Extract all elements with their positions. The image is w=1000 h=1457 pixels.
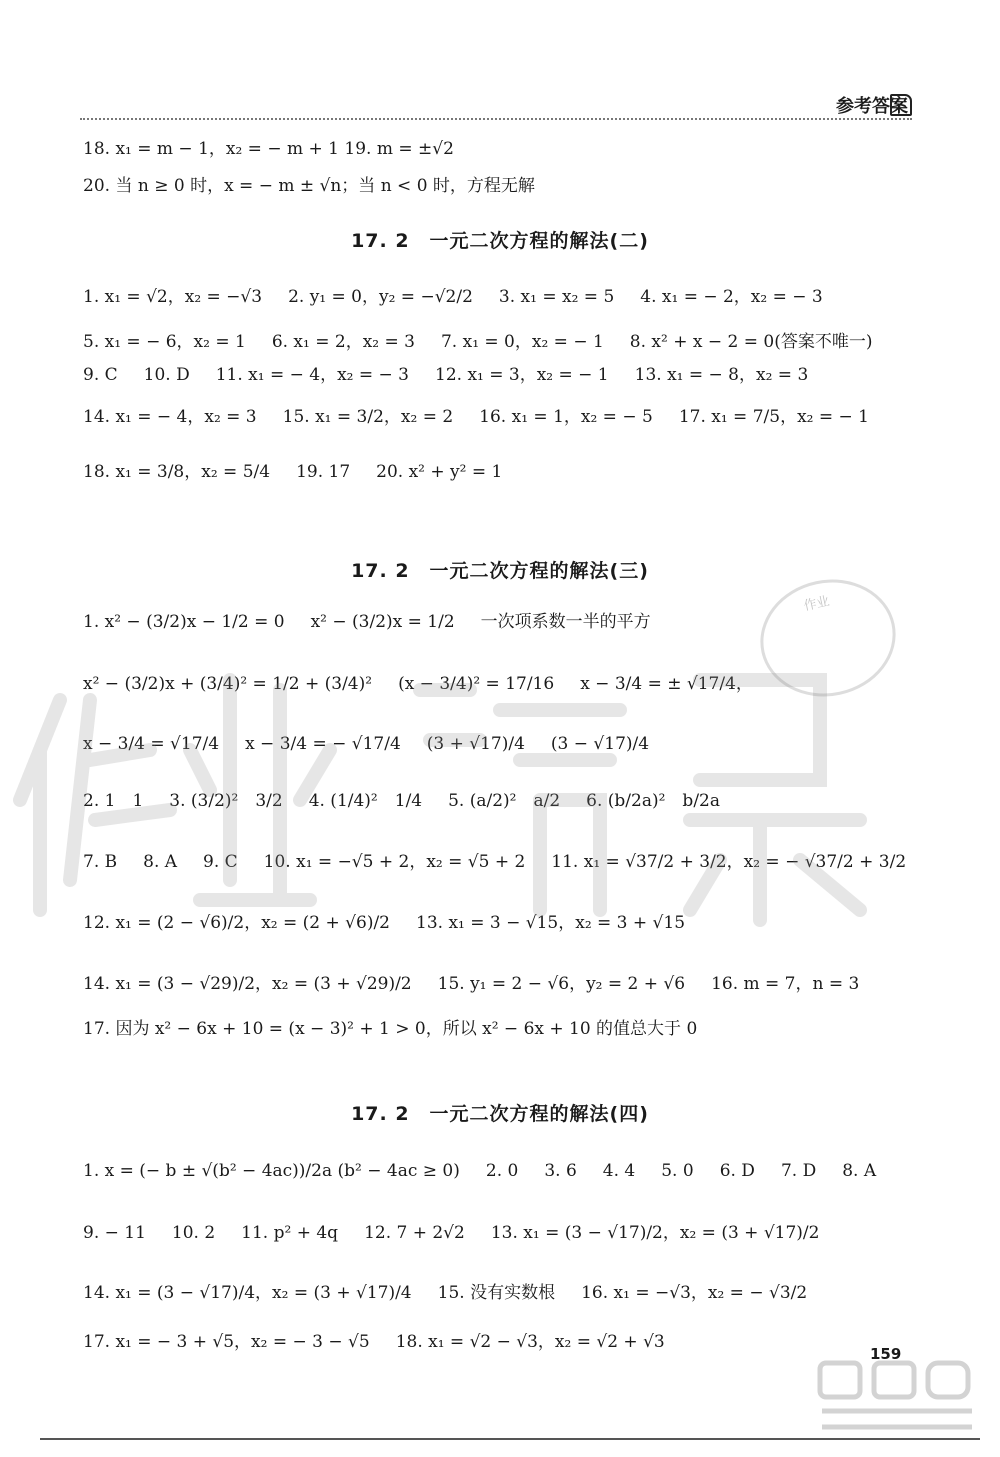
answer-line: [83, 288, 930, 307]
answer-item: 8. x² + x − 2 = 0(答案不唯一): [629, 332, 873, 352]
top-line: [83, 140, 930, 159]
answer-item: 9. C: [203, 852, 238, 872]
section-title: 17. 2 一元二次方程的解法(三): [351, 560, 649, 582]
answer-item: x − 3/4 = √17/4: [83, 734, 220, 754]
answer-line: [83, 1162, 930, 1181]
answer-item: 18. x₁ = m − 1，x₂ = − m + 1 19. m = ±√2: [83, 139, 454, 159]
page-number: 159: [870, 1345, 902, 1363]
answer-item: 17. 因为 x² − 6x + 10 = (x − 3)² + 1 > 0，所以 x² − 6x + 10 的值总大于 0: [83, 1019, 698, 1039]
answer-item: 8. A: [842, 1161, 877, 1181]
answer-item: 15. 没有实数根: [437, 1283, 556, 1303]
answer-item: 16. m = 7，n = 3: [711, 974, 860, 994]
answer-item: 1. x² − (3/2)x − 1/2 = 0: [83, 612, 285, 632]
answer-item: 3. (3/2)² 3/2: [169, 791, 283, 811]
answer-item: 4. (1/4)² 1/4: [308, 791, 423, 811]
answer-line: [83, 463, 930, 482]
answer-item: 4. x₁ = − 2，x₂ = − 3: [640, 287, 823, 307]
answer-line: [83, 975, 930, 994]
answer-item: 12. 7 + 2√2: [364, 1223, 465, 1243]
answer-item: 5. 0: [661, 1161, 694, 1181]
answer-item: 14. x₁ = − 4，x₂ = 3: [83, 407, 257, 427]
answer-line: [83, 1284, 930, 1303]
answer-item: 20. 当 n ≥ 0 时，x = − m ± √n；当 n < 0 时，方程无解: [83, 176, 535, 196]
answer-item: 14. x₁ = (3 − √29)/2，x₂ = (3 + √29)/2: [83, 974, 412, 994]
answer-item: 11. x₁ = − 4，x₂ = − 3: [215, 365, 409, 385]
answer-item: x² − (3/2)x = 1/2: [310, 612, 455, 632]
answer-item: x − 3/4 = − √17/4: [245, 734, 401, 754]
answer-item: 7. D: [780, 1161, 817, 1181]
bookmark-icon: [890, 94, 912, 116]
answer-item: (3 + √17)/4: [426, 734, 525, 754]
answer-line: [83, 735, 930, 754]
answer-item: 10. D: [143, 365, 190, 385]
answer-item: 6. (b/2a)² b/2a: [586, 791, 720, 811]
answer-item: 8. A: [143, 852, 178, 872]
answer-item: 13. x₁ = 3 − √15，x₂ = 3 + √15: [416, 913, 686, 933]
answer-item: 11. p² + 4q: [241, 1223, 339, 1243]
answer-item: 2. y₁ = 0，y₂ = −√2/2: [288, 287, 473, 307]
stamp-label: 作业: [802, 594, 831, 615]
answer-item: 2. 1 1: [83, 791, 144, 811]
answer-line: [83, 1333, 930, 1352]
answer-item: 14. x₁ = (3 − √17)/4，x₂ = (3 + √17)/4: [83, 1283, 412, 1303]
answer-item: 6. D: [719, 1161, 755, 1181]
answer-item: 12. x₁ = (2 − √6)/2，x₂ = (2 + √6)/2: [83, 913, 390, 933]
section-title: 17. 2 一元二次方程的解法(四): [351, 1103, 649, 1125]
answer-line: [83, 333, 930, 352]
answer-item: 一次项系数一半的平方: [480, 612, 651, 632]
answer-item: 5. x₁ = − 6，x₂ = 1: [83, 332, 246, 352]
answer-item: 2. 0: [485, 1161, 519, 1181]
answer-item: 9. C: [83, 365, 118, 385]
answer-item: 13. x₁ = − 8，x₂ = 3: [634, 365, 809, 385]
answer-item: 17. x₁ = 7/5，x₂ = − 1: [678, 407, 869, 427]
answer-item: 16. x₁ = −√3，x₂ = − √3/2: [581, 1283, 808, 1303]
answer-item: 1. x = (− b ± √(b² − 4ac))/2a (b² − 4ac ≥ 0): [83, 1161, 460, 1181]
answer-line: [83, 366, 930, 385]
header-divider: [80, 118, 912, 120]
answer-line: [83, 1020, 930, 1039]
answer-item: 17. x₁ = − 3 + √5，x₂ = − 3 − √5: [83, 1332, 370, 1352]
answer-item: 15. y₁ = 2 − √6，y₂ = 2 + √6: [437, 974, 686, 994]
answer-item: 19. 17: [296, 462, 351, 482]
answer-item: 7. B: [83, 852, 118, 872]
answer-item: 10. x₁ = −√5 + 2，x₂ = √5 + 2: [263, 852, 526, 872]
answer-item: 18. x₁ = √2 − √3，x₂ = √2 + √3: [395, 1332, 665, 1352]
answer-item: (3 − √17)/4: [550, 734, 650, 754]
answer-item: 12. x₁ = 3，x₂ = − 1: [435, 365, 609, 385]
header-label: 参考答案: [836, 96, 908, 117]
answer-item: 16. x₁ = 1，x₂ = − 5: [479, 407, 653, 427]
answer-item: 18. x₁ = 3/8，x₂ = 5/4: [83, 462, 271, 482]
answer-item: 9. − 11: [83, 1223, 146, 1243]
answer-item: 13. x₁ = (3 − √17)/2，x₂ = (3 + √17)/2: [490, 1223, 820, 1243]
answer-line: [83, 914, 930, 933]
answer-item: 10. 2: [171, 1223, 216, 1243]
answer-line: [83, 1224, 930, 1243]
answer-line: [83, 792, 930, 811]
answer-item: 11. x₁ = √37/2 + 3/2，x₂ = − √37/2 + 3/2: [551, 852, 907, 872]
answer-item: 5. (a/2)² a/2: [448, 791, 561, 811]
corner-watermark-logo: [812, 1355, 982, 1435]
answer-item: 3. 6: [544, 1161, 577, 1181]
answer-line: [83, 408, 930, 427]
bottom-divider: [40, 1438, 980, 1440]
answer-item: 1. x₁ = √2，x₂ = −√3: [83, 287, 263, 307]
answer-line: [83, 853, 930, 872]
answer-item: 4. 4: [602, 1161, 636, 1181]
answer-item: 15. x₁ = 3/2，x₂ = 2: [282, 407, 454, 427]
top-line: [83, 177, 930, 196]
answer-item: x² − (3/2)x + (3/4)² = 1/2 + (3/4)²: [83, 674, 373, 694]
section-title: 17. 2 一元二次方程的解法(二): [351, 230, 649, 252]
answer-item: (x − 3/4)² = 17/16: [398, 674, 555, 694]
answer-item: 6. x₁ = 2，x₂ = 3: [271, 332, 415, 352]
answer-item: 20. x² + y² = 1: [376, 462, 503, 482]
answer-item: 7. x₁ = 0，x₂ = − 1: [440, 332, 604, 352]
answer-item: x − 3/4 = ± √17/4，: [580, 674, 753, 694]
answer-item: 3. x₁ = x₂ = 5: [498, 287, 615, 307]
